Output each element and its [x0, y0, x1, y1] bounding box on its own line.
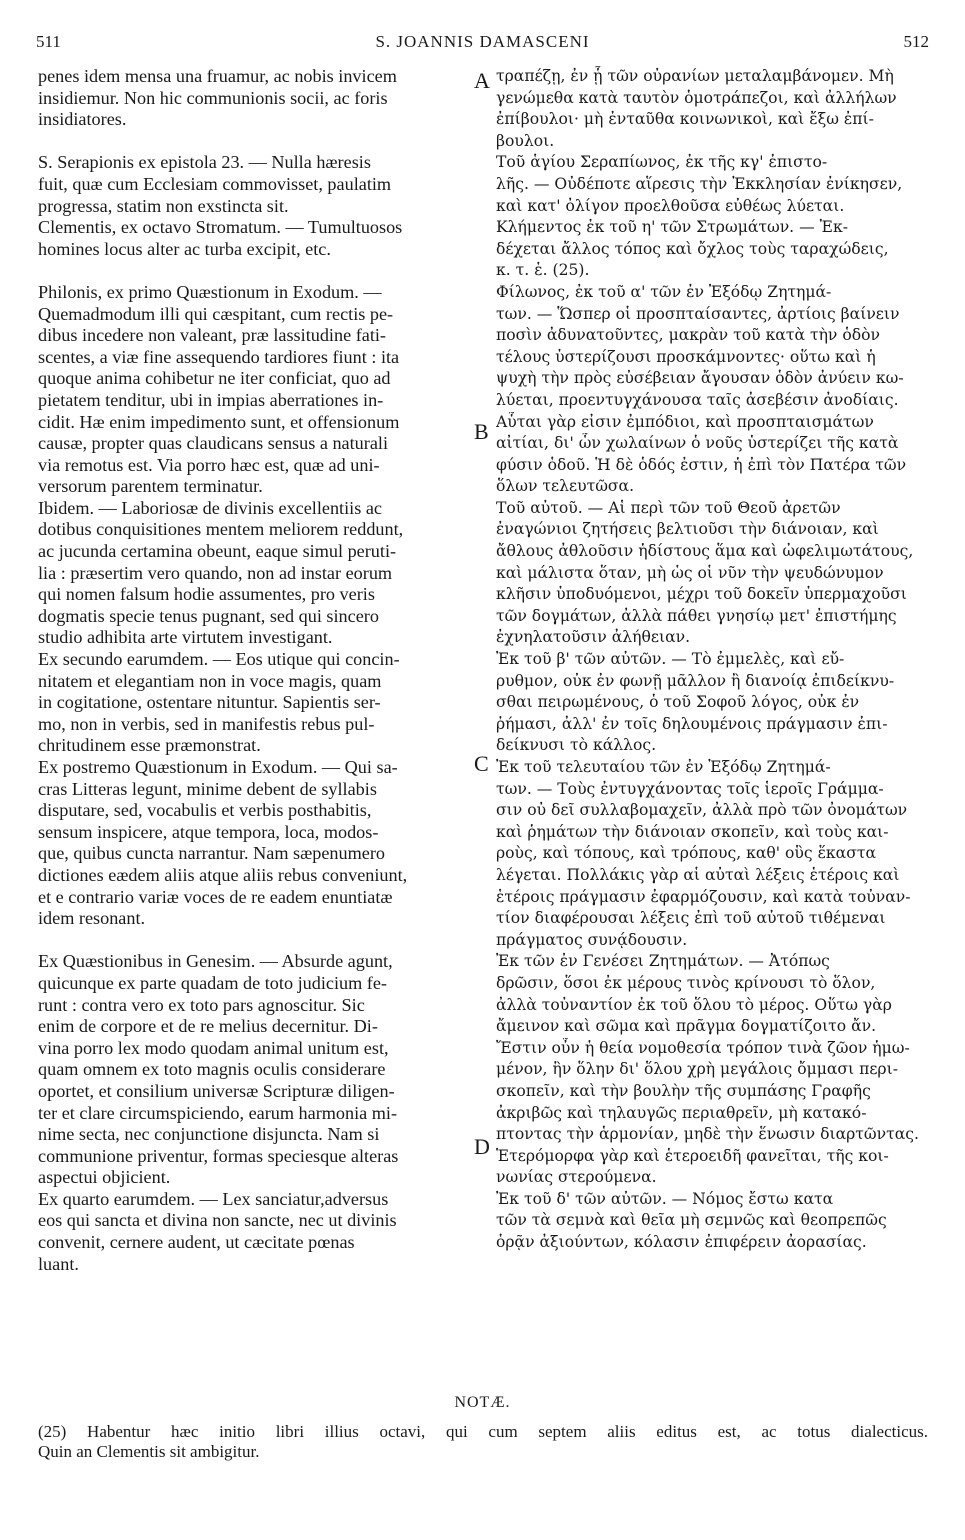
greek-line: σκοπεῖν, καὶ τὴν βουλὴν τῆς συμπάσης Γραφῆς	[496, 1081, 871, 1100]
greek-line: γενώμεθα κατὰ ταυτὸν ὁμοτράπεζοι, καὶ ἀλλήλων	[496, 88, 897, 107]
greek-line: ἀκριβῶς καὶ τηλαυγῶς περιαθρεῖν, μὴ κατακό-	[496, 1103, 867, 1122]
latin-line: dibus incedere non valeant, præ lassitudine fati-	[38, 325, 386, 346]
latin-line	[38, 131, 470, 153]
greek-line: των. — Τοὺς ἐντυγχάνοντας τοῖς ἱεροῖς Γράμμα-	[496, 779, 884, 798]
greek-line: τῶν τὰ σεμνὰ καὶ θεῖα μὴ σεμνῶς καὶ θεοπρεπῶς	[496, 1211, 887, 1230]
greek-line: τίον διαφέρουσαι λέξεις ἐπὶ τοῦ αὐτοῦ τιθέμεναι	[496, 909, 886, 928]
margin-marker-b: B	[474, 419, 489, 444]
greek-line: ῥήμασι, ἀλλ' ἐν τοῖς δηλουμένοις πράγμασιν ἐπι-	[496, 714, 888, 733]
latin-line: via remotus est. Via porro hæc est, quæ ad uni-	[38, 454, 380, 475]
greek-line: πτοντας τὴν ἁρμονίαν, μηδὲ τὴν ἕνωσιν διαρτῶντας.	[496, 1125, 919, 1144]
latin-line: quam omnem ex toto magnis oculis considerare	[38, 1059, 386, 1080]
latin-line: oportet, et consilium universæ Scripturæ diligen-	[38, 1080, 395, 1101]
latin-line: ter et clare circumspiciendo, earum harmonia mi-	[38, 1102, 398, 1123]
running-title: S. JOANNIS DAMASCENI	[375, 32, 590, 51]
greek-line: σθαι πειρωμένους, ὁ τοῦ Σοφοῦ λόγος, οὐκ ἐν	[496, 693, 860, 712]
greek-line: Ἐκ τοῦ δ' τῶν αὐτῶν. — Νόμος ἔστω κατα	[496, 1189, 834, 1208]
greek-line: καὶ μάλιστα ὅταν, μὴ ὡς οἱ νῦν τὴν ψευδώνυμον	[496, 563, 884, 582]
latin-column	[38, 66, 470, 1275]
latin-line: in cogitatione, ostentare nituntur. Sapientis ser-	[38, 692, 381, 713]
greek-line: βουλοι.	[496, 131, 555, 150]
latin-line: mo, non in verbis, sed in manifestis rebus pul-	[38, 713, 375, 734]
greek-line: Αὗται γὰρ εἰσιν ἐμπόδιοι, καὶ προσπταισμάτων	[496, 412, 874, 431]
footnote	[38, 1422, 928, 1462]
page-number-left: 511	[36, 32, 61, 51]
latin-line: versorum parentem terminatur.	[38, 476, 263, 497]
notae-heading: NOTÆ.	[454, 1394, 511, 1411]
greek-line: δέχεται ἄλλος τόπος καὶ ὄχλος τοὺς ταραχώδεις,	[496, 239, 889, 258]
greek-line: λέγεται. Πολλάκις γὰρ αἱ αὐταὶ λέξεις ἑτέροις καὶ	[496, 865, 900, 884]
greek-line: ὁρᾷν ἀξιούντων, κόλασιν ἐπιφέρειν ἀορασίας.	[496, 1233, 867, 1252]
greek-line: Ἑτερόμορφα γὰρ καὶ ἑτεροειδῆ φανεῖται, τῆς κοι-	[496, 1146, 889, 1165]
greek-column	[496, 66, 928, 1254]
latin-line: Clementis, ex octavo Stromatum. — Tumultuosos	[38, 217, 403, 238]
greek-line: δείκνυσι τὸ κάλλος.	[496, 736, 657, 755]
greek-line: ἑτέροις πράγμασιν ἐφαρμόζουσιν, καὶ κατὰ τοὐναν-	[496, 887, 911, 906]
footnote-line: (25) Habentur hæc initio libri illius octavi, qui cum septem aliis editus est, ac totus dialecticus.	[38, 1422, 928, 1441]
greek-line: δρῶσιν, ὅσοι ἐκ μέρους τινὸς κρίνουσι τὸ ὅλον,	[496, 973, 876, 992]
latin-line: cidit. Hæ enim impedimento sunt, et offensionum	[38, 411, 400, 432]
latin-line: dotibus conquisitiones mentem meliorem reddunt,	[38, 519, 404, 540]
greek-line: κλῆσιν ὑποδυόμενοι, μέχρι τοῦ δοκεῖν ὑπερμαχοῦσι	[496, 585, 907, 604]
latin-line: chritudinem esse præmonstrat.	[38, 735, 261, 756]
latin-line: scentes, a viæ fine assequendo tardiores fiunt : ita	[38, 346, 400, 367]
latin-line: dogmatis specie tenus pugnant, sed qui sincero	[38, 605, 379, 626]
latin-line: eos qui sancta et divina non sancte, nec ut divinis	[38, 1210, 397, 1231]
greek-line: Τοῦ ἁγίου Σεραπίωνος, ἐκ τῆς κγ' ἐπιστο-	[496, 153, 828, 172]
greek-line: ρυθμον, οὐκ ἐν φωνῇ μᾶλλον ἢ διανοίᾳ ἐπιδείκνυ-	[496, 671, 895, 690]
greek-line: πράγματος συνᾴδουσιν.	[496, 930, 688, 949]
greek-line: ἐπίβουλοι· μὴ ἐνταῦθα κοινωνικοὶ, καὶ ἔξω ἐπί-	[496, 110, 874, 129]
latin-line: Quemadmodum illi qui cæspitant, cum rectis pe-	[38, 303, 394, 324]
latin-line: causæ, propter quas claudicans sensus a naturali	[38, 433, 389, 454]
latin-line: quoque anima cohibetur ne iter conficiat, quo ad	[38, 368, 391, 389]
greek-line: ψυχὴ τὴν πρὸς εὐσέβειαν ἄγουσαν ὁδὸν ἀνύειν κω-	[496, 369, 904, 388]
latin-line: insidiemur. Non hic communionis socii, ac foris	[38, 87, 388, 108]
latin-line: et e contrario variæ voces de re eadem enuntiatæ	[38, 886, 393, 907]
latin-line: Philonis, ex primo Quæstionum in Exodum. —	[38, 281, 382, 302]
greek-line: Ἐκ τοῦ τελευταίου τῶν ἐν Ἐξόδῳ Ζητημά-	[496, 758, 831, 776]
latin-line	[38, 930, 470, 952]
latin-line: ac jucunda certamina obeunt, eaque simul peruti-	[38, 541, 397, 562]
latin-line: communione priventur, formas speciesque alteras	[38, 1145, 399, 1166]
greek-line: ἄθλους ἀθλοῦσιν ἡδίστους ἅμα καὶ ὠφελιμωτάτους,	[496, 542, 914, 561]
latin-line: penes idem mensa una fruamur, ac nobis invicem	[38, 66, 397, 86]
latin-line: insidiatores.	[38, 109, 127, 130]
latin-line: progressa, statim non exstincta sit.	[38, 195, 289, 216]
greek-line: καὶ ῥημάτων τὴν διάνοιαν σκοπεῖν, καὶ τοὺς και-	[496, 822, 889, 841]
latin-line: Ex postremo Quæstionum in Exodum. — Qui sa-	[38, 757, 398, 777]
greek-line: των. — Ὥσπερ οἱ προσπταίσαντες, ἀρτίοις βαίνειν	[496, 304, 900, 323]
greek-line: αἰτίαι, δι' ὧν χωλαίνων ὁ νοῦς ὑστερίζει τῆς κατὰ	[496, 434, 899, 453]
latin-line: runt : contra vero ex toto pars agnoscitur. Sic	[38, 994, 365, 1015]
latin-line: sensum inspicere, atque tempora, loca, modos-	[38, 821, 379, 842]
latin-line: fuit, quæ cum Ecclesiam commovisset, paulatim	[38, 173, 392, 194]
greek-line: ὅλων τελευτῶσα.	[496, 477, 635, 496]
latin-line: lia : præsertim vero quando, non ad instar eorum	[38, 562, 393, 583]
greek-line: ἐναγώνιοι ζητήσεις βελτιοῦσι τὴν διάνοιαν, καὶ	[496, 520, 879, 539]
latin-line: Ex quarto earumdem. — Lex sanciatur,adversus	[38, 1188, 389, 1209]
latin-line: convenit, cernere audent, ut cæcitate pœnas	[38, 1232, 355, 1253]
latin-line: qui nomen falsum hodie assumentes, pro veris	[38, 584, 375, 605]
greek-line: Κλήμεντος ἐκ τοῦ η' τῶν Στρωμάτων. — Ἐκ-	[496, 218, 848, 237]
margin-marker-a: A	[474, 68, 490, 93]
greek-line: λῆς. — Οὐδέποτε αἵρεσις τὴν Ἐκκλησίαν ἐνίκησεν,	[496, 174, 903, 193]
latin-line: enim de corpore et de re melius decernitur. Di-	[38, 1016, 378, 1037]
greek-line: λύεται, προεντυγχάνουσα ταῖς ἀσεβέσιν ἀνοδίαις.	[496, 390, 899, 409]
latin-line: pietatem tenditur, ubi in impias aberrationes in-	[38, 389, 384, 410]
greek-line: ἀλλὰ τοὐναντίον ἐκ τοῦ ὅλου τὸ μέρος. Οὕτω γὰρ	[496, 995, 892, 1014]
greek-line: Τοῦ αὐτοῦ. — Αἱ περὶ τῶν τοῦ Θεοῦ ἀρετῶν	[496, 498, 841, 517]
greek-line: Ἐκ τῶν ἐν Γενέσει Ζητημάτων. — Ἀτόπως	[496, 952, 830, 971]
latin-line: idem resonant.	[38, 908, 146, 929]
latin-line: quicunque ex parte quadam de toto judicium fe-	[38, 972, 387, 993]
greek-line: ἐχνηλατοῦσιν ἀλήθειαν.	[496, 628, 691, 647]
greek-line: Φίλωνος, ἐκ τοῦ α' τῶν ἐν Ἐξόδῳ Ζητημά-	[496, 282, 832, 301]
greek-line: Ἐκ τοῦ β' τῶν αὐτῶν. — Τὸ ἐμμελὲς, καὶ εὔ-	[496, 650, 845, 669]
greek-line: καὶ κατ' ὀλίγον προελθοῦσα εὐθέως λύεται.	[496, 196, 845, 215]
greek-line: νωνίας στερούμενα.	[496, 1168, 657, 1187]
greek-line: τραπέζῃ, ἐν ᾗ τῶν οὐρανίων μεταλαμβάνομεν. Μὴ	[496, 67, 894, 85]
margin-marker-c: C	[474, 751, 489, 776]
latin-line: disputare, sed, vocabulis et verbis posthabitis,	[38, 800, 372, 821]
greek-line: ἄμεινον καὶ σῶμα καὶ πρᾶγμα δογματίζοιτο ἄν.	[496, 1017, 877, 1036]
greek-line: Ἔστιν οὖν ἡ θεία νομοθεσία τρόπον τινὰ ζῶον ἡμω-	[496, 1038, 910, 1057]
latin-line: Ibidem. — Laboriosæ de divinis excellentiis ac	[38, 497, 382, 518]
latin-line: vina porro lex modo quodam animal unitum est,	[38, 1037, 389, 1058]
latin-line: S. Serapionis ex epistola 23. — Nulla hæresis	[38, 152, 371, 173]
latin-line: que, quibus cuncta narrantur. Nam sæpenumero	[38, 843, 385, 864]
latin-line: nime secta, nec conjunctione disjuncta. Nam si	[38, 1124, 380, 1145]
latin-line	[38, 260, 470, 282]
page-number-right: 512	[903, 32, 929, 51]
greek-line: μένον, ἣν ὅλην δι' ὅλου χρὴ μεγάλοις ὄμμασι περι-	[496, 1060, 898, 1079]
latin-line: cras Litteras legunt, minime debent de syllabis	[38, 778, 377, 799]
greek-line: ποσὶν ἀδυνατοῦντες, μακρὰν τοῦ κατὰ τὴν ὁδὸν	[496, 326, 881, 345]
latin-line: nitatem et elegantiam non in voce magis, quam	[38, 670, 382, 691]
latin-line: Ex Quæstionibus in Genesim. — Absurde agunt,	[38, 951, 393, 972]
greek-line: ροὺς, καὶ τόπους, καὶ τρόπους, καθ' οὓς ἕκαστα	[496, 844, 877, 863]
greek-line: τέλους ὑστερίζουσι προσκάμνοντες· οὕτω καὶ ἡ	[496, 347, 876, 366]
latin-line: aspectui objicient.	[38, 1167, 171, 1188]
latin-line: dictiones eædem aliis atque aliis rebus conveniunt,	[38, 864, 408, 885]
latin-line: Ex secundo earumdem. — Eos utique qui concin-	[38, 649, 400, 670]
page-header	[36, 32, 929, 56]
latin-line: studio adhibita arte virtutem investigant.	[38, 627, 333, 648]
greek-line: σιν οὐ δεῖ συλλαβομαχεῖν, ἀλλὰ πρὸ τῶν ὀνομάτων	[496, 801, 908, 820]
greek-line: φύσιν ὁδοῦ. Ἡ δὲ ὁδός ἐστιν, ἡ ἐπὶ τὸν Πατέρα τῶν	[496, 455, 907, 474]
greek-line: κ. τ. ἑ. (25).	[496, 261, 590, 280]
footnote-line: Quin an Clementis sit ambigitur.	[38, 1442, 260, 1461]
latin-line: homines locus alter ac turba excipit, etc.	[38, 238, 331, 259]
latin-line: luant.	[38, 1253, 79, 1274]
margin-marker-d: D	[474, 1134, 490, 1159]
greek-line: τῶν δογμάτων, ἀλλὰ πάθει γνησίῳ μετ' ἐπιστήμης	[496, 606, 897, 625]
